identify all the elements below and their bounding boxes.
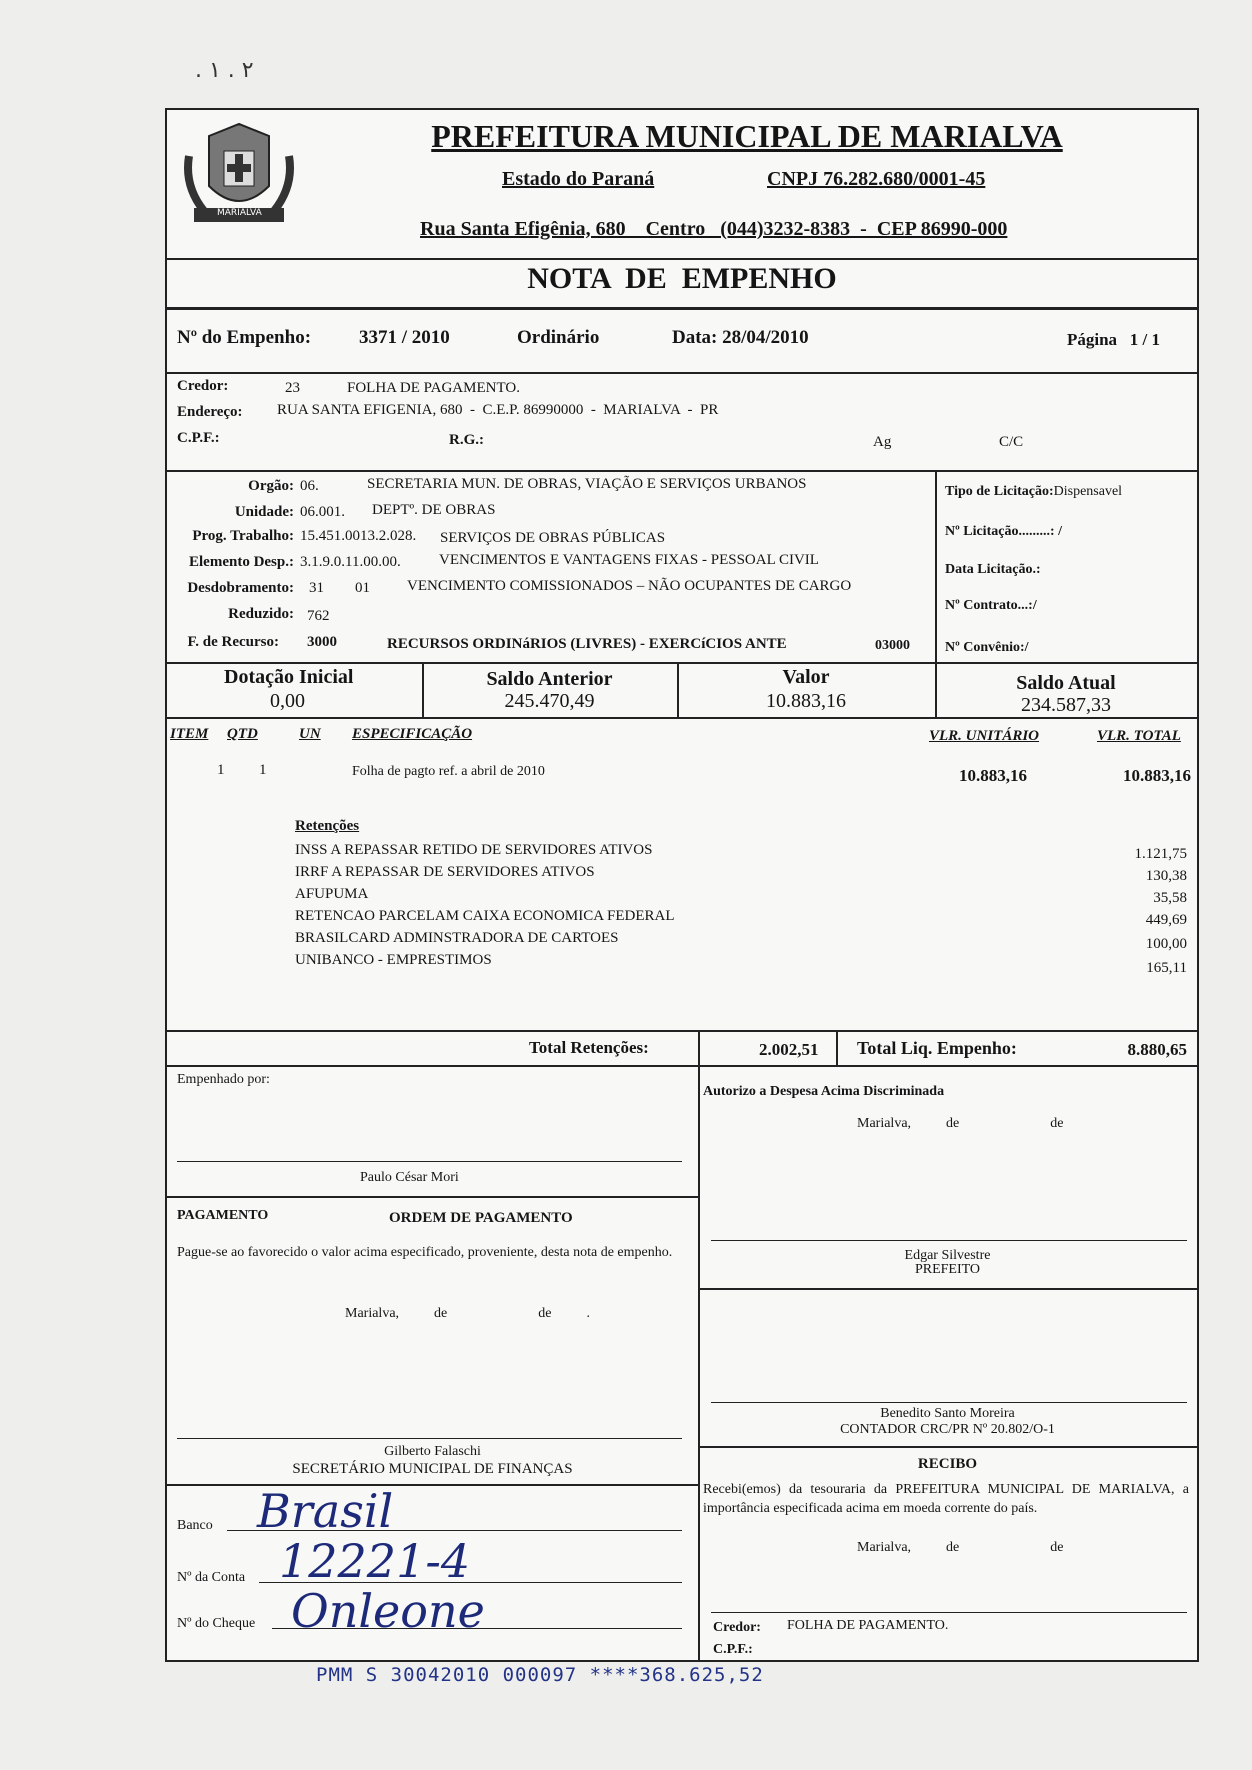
retencao-valor: 1.121,75: [1134, 846, 1187, 862]
valor-value: 10.883,16: [766, 690, 846, 712]
recibo-cpf-label: C.P.F.:: [713, 1642, 753, 1657]
empenho-document: [165, 108, 1199, 1662]
prefeito-cargo: PREFEITO: [914, 1262, 981, 1277]
retencao-valor: 35,58: [1153, 890, 1187, 906]
contrato-number: Nº Contrato...:/: [945, 598, 1037, 613]
empenho-number-label: Nº do Empenho:: [177, 327, 312, 348]
desdobramento-label: Desdobramento:: [187, 580, 294, 596]
retencao-valor: 130,38: [1145, 868, 1187, 884]
recibo-credor-label: Credor:: [713, 1620, 761, 1635]
col-especificacao: ESPECIFICAÇÃO: [352, 726, 473, 742]
dotacao-inicial-label: Dotação Inicial: [224, 666, 354, 688]
empenho-number: 3371 / 2010: [359, 327, 450, 348]
ordem-pagamento-label: ORDEM DE PAGAMENTO: [389, 1210, 573, 1226]
emblem-text: MARIALVA: [217, 208, 262, 218]
retencao-desc: RETENCAO PARCELAM CAIXA ECONOMICA FEDERAL: [295, 908, 675, 924]
prog-desc: SERVIÇOS DE OBRAS PÚBLICAS: [440, 530, 666, 546]
recurso-label: F. de Recurso:: [187, 634, 279, 650]
licitacao-number: Nº Licitação.........: /: [945, 524, 1062, 539]
retencao-desc: AFUPUMA: [295, 886, 369, 902]
retencao-desc: INSS A REPASSAR RETIDO DE SERVIDORES ATIVOS: [295, 842, 653, 858]
reduzido-label: Reduzido:: [228, 606, 294, 622]
bottom-stamp: PMM S 30042010 000097 ****368.625,52: [316, 1664, 764, 1686]
unidade-desc: DEPTº. DE OBRAS: [372, 502, 496, 518]
empenho-date: Data: 28/04/2010: [672, 327, 809, 348]
endereco-label: Endereço:: [177, 404, 243, 420]
credor-name: FOLHA DE PAGAMENTO.: [347, 380, 520, 396]
recurso-desc: RECURSOS ORDINáRIOS (LIVRES) - EXERCíCIOS ANTE: [387, 636, 787, 652]
elemento-label: Elemento Desp.:: [189, 554, 294, 570]
recibo-texto: Recebi(emos) da tesouraria da PREFEITURA MUNICIPAL DE MARIALVA, a importância especificada acima em moeda corrente do país.: [703, 1482, 1189, 1516]
recibo-local-data: Marialva, de de: [857, 1540, 1064, 1555]
reduzido-code: 762: [307, 608, 330, 624]
cc-label: C/C: [999, 434, 1024, 450]
retencao-desc: BRASILCARD ADMINSTRADORA DE CARTOES: [295, 930, 619, 946]
saldo-anterior-value: 245.470,49: [504, 690, 595, 712]
ag-label: Ag: [873, 434, 892, 450]
col-un: UN: [299, 726, 321, 742]
contador-nome: Benedito Santo Moreira: [880, 1406, 1015, 1421]
document-title: NOTA DE EMPENHO: [527, 262, 837, 295]
contador-cargo: CONTADOR CRC/PR Nº 20.802/O-1: [840, 1422, 1055, 1437]
item-vlr-total: 10.883,16: [1123, 766, 1191, 785]
total-retencoes-value: 2.002,51: [759, 1040, 819, 1059]
autorizo-local-data: Marialva, de de: [857, 1116, 1064, 1131]
retencoes-title: Retenções: [295, 818, 360, 834]
prog-label: Prog. Trabalho:: [192, 528, 294, 544]
ordem-pagamento-texto: Pague-se ao favorecido o valor acima especificado, proveniente, desta nota de empenho.: [177, 1245, 673, 1260]
saldo-atual-label: Saldo Atual: [1016, 672, 1116, 694]
cheque-handwritten: Onleone: [291, 1584, 485, 1638]
item-vlr-unitario: 10.883,16: [959, 766, 1027, 785]
secretario-nome: Gilberto Falaschi: [384, 1444, 481, 1459]
endereco: RUA SANTA EFIGENIA, 680 - C.E.P. 86990000 - MARIALVA - PR: [277, 402, 719, 418]
conta-handwritten: 12221-4: [279, 1534, 471, 1588]
recurso-code2: 03000: [875, 638, 910, 653]
retencao-valor: 100,00: [1145, 936, 1187, 952]
pagamento-label: PAGAMENTO: [177, 1208, 269, 1223]
saldo-atual-value: 234.587,33: [1021, 694, 1111, 716]
orgao-label: Orgão:: [248, 478, 294, 494]
item-number: 1: [217, 762, 225, 778]
top-stamp: . ۱ . ۲: [195, 58, 254, 83]
total-liq-value: 8.880,65: [1127, 1040, 1187, 1059]
total-retencoes-label: Total Retenções:: [529, 1038, 649, 1057]
saldo-anterior-label: Saldo Anterior: [486, 668, 613, 690]
orgao-code: 06.: [300, 478, 319, 494]
recurso-code: 3000: [307, 634, 337, 650]
ordem-local-data: Marialva, de de .: [345, 1306, 590, 1321]
page-number: Página 1 / 1: [1067, 330, 1161, 349]
licitacao-type-label: Tipo de Licitação:: [945, 484, 1054, 499]
rg-label: R.G.:: [449, 432, 484, 448]
municipality-title: PREFEITURA MUNICIPAL DE MARIALVA: [431, 118, 1063, 154]
empenhado-por-label: Empenhado por:: [177, 1072, 270, 1087]
banco-handwritten: Brasil: [257, 1484, 394, 1538]
cpf-label: C.P.F.:: [177, 430, 220, 446]
retencao-valor: 449,69: [1145, 912, 1187, 928]
banco-label: Banco: [177, 1518, 213, 1533]
prefeito-nome: Edgar Silvestre: [904, 1248, 991, 1263]
conta-label: Nº da Conta: [177, 1570, 246, 1585]
dotacao-inicial-value: 0,00: [270, 690, 305, 712]
elemento-desc: VENCIMENTOS E VANTAGENS FIXAS - PESSOAL CIVIL: [439, 552, 819, 568]
col-qtd: QTD: [227, 726, 258, 742]
retencao-desc: IRRF A REPASSAR DE SERVIDORES ATIVOS: [295, 864, 595, 880]
orgao-desc: SECRETARIA MUN. DE OBRAS, VIAÇÃO E SERVIÇOS URBANOS: [367, 476, 807, 492]
col-vlr-total: VLR. TOTAL: [1097, 728, 1181, 744]
licitacao-type: [945, 484, 1122, 500]
recibo-credor-nome: FOLHA DE PAGAMENTO.: [787, 1618, 949, 1633]
col-vlr-unitario: VLR. UNITÁRIO: [929, 728, 1040, 744]
item-especificacao: Folha de pagto ref. a abril de 2010: [352, 764, 545, 779]
desdobramento-code1: 31: [309, 580, 324, 596]
convenio-number: Nº Convênio:/: [945, 640, 1029, 655]
empenho-type: Ordinário: [517, 327, 600, 348]
credor-label: Credor:: [177, 378, 229, 394]
valor-label: Valor: [782, 666, 830, 688]
licitacao-date: Data Licitação.:: [945, 562, 1041, 577]
item-qtd: 1: [259, 762, 267, 778]
municipal-emblem: [179, 116, 299, 234]
desdobramento-code2: 01: [355, 580, 370, 596]
total-liq-label: Total Liq. Empenho:: [857, 1038, 1017, 1058]
state-name: Estado do Paraná: [502, 168, 655, 190]
cnpj: CNPJ 76.282.680/0001-45: [767, 168, 986, 190]
unidade-code: 06.001.: [300, 504, 345, 520]
elemento-code: 3.1.9.0.11.00.00.: [300, 554, 401, 570]
retencao-valor: 165,11: [1146, 960, 1187, 976]
credor-code: 23: [285, 380, 300, 396]
prog-code: 15.451.0013.2.028.: [300, 528, 417, 544]
licitacao-type-value: Dispensavel: [1053, 484, 1123, 499]
autorizo-label: Autorizo a Despesa Acima Discriminada: [703, 1084, 945, 1099]
empenhado-nome: Paulo César Mori: [360, 1170, 459, 1185]
retencao-desc: UNIBANCO - EMPRESTIMOS: [295, 952, 492, 968]
secretario-cargo: SECRETÁRIO MUNICIPAL DE FINANÇAS: [292, 1461, 573, 1477]
unidade-label: Unidade:: [234, 504, 294, 520]
address-line: Rua Santa Efigênia, 680 Centro (044)3232-8383 - CEP 86990-000: [420, 218, 1008, 240]
col-item: ITEM: [170, 726, 209, 742]
recibo-label: RECIBO: [917, 1456, 978, 1472]
cheque-label: Nº do Cheque: [177, 1616, 256, 1631]
desdobramento-desc: VENCIMENTO COMISSIONADOS – NÃO OCUPANTES DE CARGO: [407, 578, 852, 594]
